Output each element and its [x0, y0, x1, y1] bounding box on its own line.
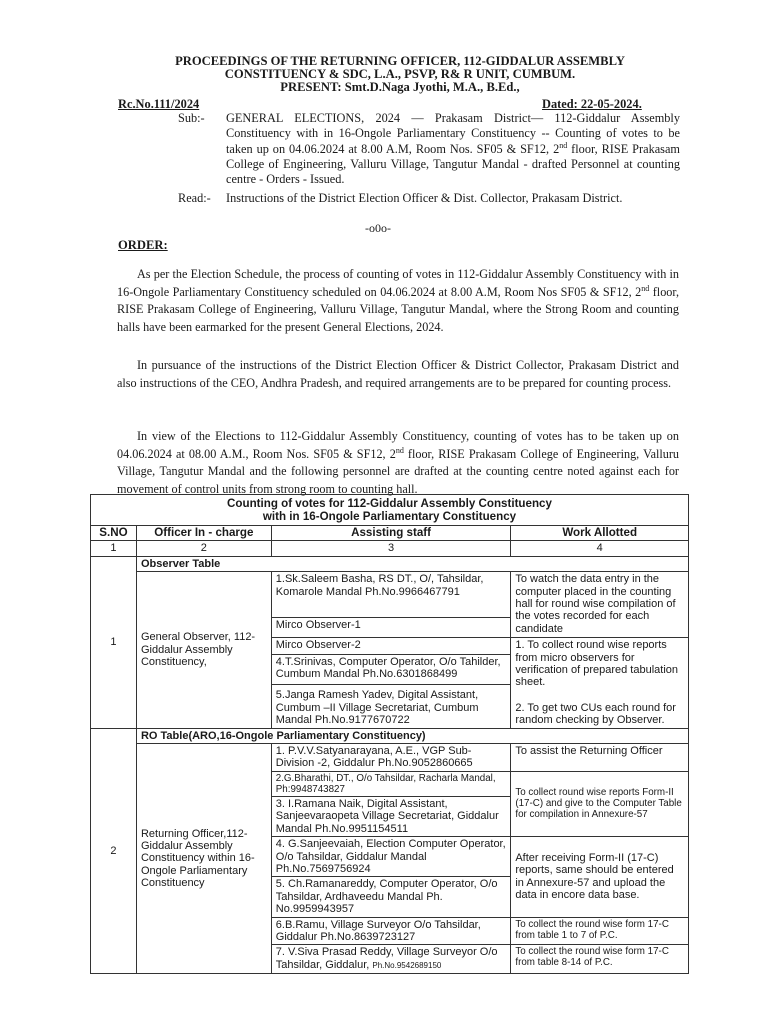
header-staff: Assisting staff [271, 526, 511, 541]
row-1-sno: 1 [91, 556, 137, 728]
row-1-staff-4: 4.T.Srinivas, Computer Operator, O/o Tahilder, Cumbum Mandal Ph.No.6301868499 [271, 654, 511, 684]
table-title-line-1: Counting of votes for 112-Giddalur Assembly Constituency [227, 497, 552, 510]
row-1-work-3: 2. To get two CUs each round for random checking by Observer. [515, 701, 676, 727]
order-heading: ORDER: [118, 238, 168, 252]
read-label: Read:- [178, 191, 211, 205]
col-number-4: 4 [511, 541, 689, 556]
row-1-officer: General Observer, 112-Giddalur Assembly Constituency, [136, 572, 271, 728]
counting-staff-table [90, 494, 689, 974]
row-2-staff-6: 6.B.Ramu, Village Surveyor O/o Tahsildar, Giddalur Ph.No.8639723127 [271, 917, 511, 945]
read-text: Instructions of the District Election Officer & Dist. Collector, Prakasam District. [226, 191, 623, 205]
row-2-staff-2: 2.G.Bharathi, DT., O/o Tahsildar, Racharla Mandal, Ph:9948743827 [271, 771, 511, 796]
row-2-staff-4: 4. G.Sanjeevaiah, Election Computer Operator, O/o Tahsildar, Giddalur Mandal Ph.No.7569756924 [271, 837, 511, 877]
row-2-work-3: After receiving Form-II (17-C) reports, same should be entered in Annexure-57 and upload the data in encore data base. [511, 837, 689, 917]
order-paragraph-1: As per the Election Schedule, the process of counting of votes in 112-Giddalur Assembly Constituency with in 16-Ongole Parliamentary Constituency scheduled on 04.06.2024 at 8.00 A.M, Room Nos SF05 & SF12, 2nd floor, RISE Prakasam College of Engineering, Valluru Village, Tangutur Mandal, where the Strong Room and counting halls have been earmarked for the present General Elections, 2024. [117, 267, 679, 334]
table-header-row [91, 526, 689, 541]
col-number-2: 2 [136, 541, 271, 556]
row-2-staff-7-phone: Ph.No.9542689150 [372, 960, 442, 970]
row-2-work-4: To collect the round wise form 17-C from table 1 to 7 of P.C. [511, 917, 689, 945]
order-paragraph-3: In view of the Elections to 112-Giddalur Assembly Constituency, counting of votes has to be taken up on 04.06.2024 at 08.00 A.M., Room Nos. SF05 & SF12, 2nd floor, RISE Prakasam College of Engineering, Valluru Village, Tangutur Mandal and the following personnel are drafted at the counting centre noted against each for movement of control units from strong room to counting hall. [117, 429, 679, 496]
header-line-1: PROCEEDINGS OF THE RETURNING OFFICER, 112-GIDDALUR ASSEMBLY [175, 54, 625, 68]
reference-number: Rc.No.111/2024 [118, 97, 200, 111]
observer-section-heading: Observer Table [136, 556, 688, 571]
row-1-staff-5: 5.Janga Ramesh Yadev, Digital Assistant, Cumbum –II Village Secretariat, Cumbum Mandal Ph.No.9177670722 [271, 684, 511, 728]
header-line-3: PRESENT: Smt.D.Naga Jyothi, M.A., B.Ed., [280, 80, 520, 94]
table-title [91, 495, 689, 526]
row-1-staff-3: Mirco Observer-2 [271, 638, 511, 655]
row-1-staff-1: 1.Sk.Saleem Basha, RS DT., O/, Tahsildar, Komarole Mandal Ph.No.9966467791 [271, 572, 511, 618]
col-number-3: 3 [271, 541, 511, 556]
row-2-staff-5: 5. Ch.Ramanareddy, Computer Operator, O/o Tahsildar, Ardhaveedu Mandal Ph. No.9959943957 [271, 877, 511, 917]
separator: -o0o- [365, 221, 391, 235]
row-1-work-1: To watch the data entry in the computer placed in the counting hall for round wise compilation of the votes recorded for each candidate [511, 572, 689, 638]
header-line-2: CONSTITUENCY & SDC, L.A., PSVP, R& R UNIT, CUMBUM. [224, 67, 576, 81]
header-sno: S.NO [91, 526, 137, 541]
row-2-staff-7: 7. V.Siva Prasad Reddy, Village Surveyor O/o Tahsildar, Giddalur, Ph.No.9542689150 [271, 945, 511, 974]
document-date: Dated: 22-05-2024. [542, 97, 642, 111]
subject-text: GENERAL ELECTIONS, 2024 — Prakasam District— 112-Giddalur Assembly Constituency with in 16-Ongole Parliamentary Constituency -- Counting of votes to be taken up on 04.06.2024 at 8.00 A.M, Room Nos. SF05 & SF12, 2nd floor, RISE Prakasam College of Engineering, Valluru Village, Tangutur Mandal - drafted Personnel at counting centre - Orders - Issued. [226, 111, 680, 187]
column-number-row [91, 541, 689, 556]
document-header [100, 55, 700, 94]
header-work: Work Allotted [511, 526, 689, 541]
col-number-1: 1 [91, 541, 137, 556]
order-paragraph-2: In pursuance of the instructions of the District Election Officer & District Collector, Prakasam District and also instructions of the CEO, Andhra Pradesh, and required arrangements are to be prepared for counting process. [117, 358, 679, 390]
header-officer: Officer In - charge [136, 526, 271, 541]
row-2-work-2: To collect round wise reports Form-II (17-C) and give to the Computer Table for compilation in Annexure-57 [511, 771, 689, 836]
ro-section-heading: RO Table(ARO,16-Ongole Parliamentary Constituency) [136, 728, 688, 743]
table-title-line-2: with in 16-Ongole Parliamentary Constituency [262, 510, 517, 523]
row-2-staff-1: 1. P.V.V.Satyanarayana, A.E., VGP Sub-Division -2, Giddalur Ph.No.9052860665 [271, 744, 511, 772]
row-2-sno: 2 [91, 728, 137, 974]
row-2-officer: Returning Officer,112-Giddalur Assembly Constituency within 16-Ongole Parliamentary Constituency [136, 744, 271, 974]
row-2-staff-3: 3. I.Ramana Naik, Digital Assistant, Sanjeevaraopeta Village Secretariat, Giddalur Mandal Ph.No.9951154511 [271, 796, 511, 836]
row-2-work-5: To collect the round wise form 17-C from table 8-14 of P.C. [511, 945, 689, 974]
row-2-work-1: To assist the Returning Officer [511, 744, 689, 772]
row-1-work-2-3 [511, 638, 689, 728]
row-1-work-2: 1. To collect round wise reports from micro observers for verification of prepared tabulation sheet. [515, 639, 679, 689]
subject-label: Sub:- [178, 111, 205, 125]
row-1-staff-2: Mirco Observer-1 [271, 618, 511, 638]
